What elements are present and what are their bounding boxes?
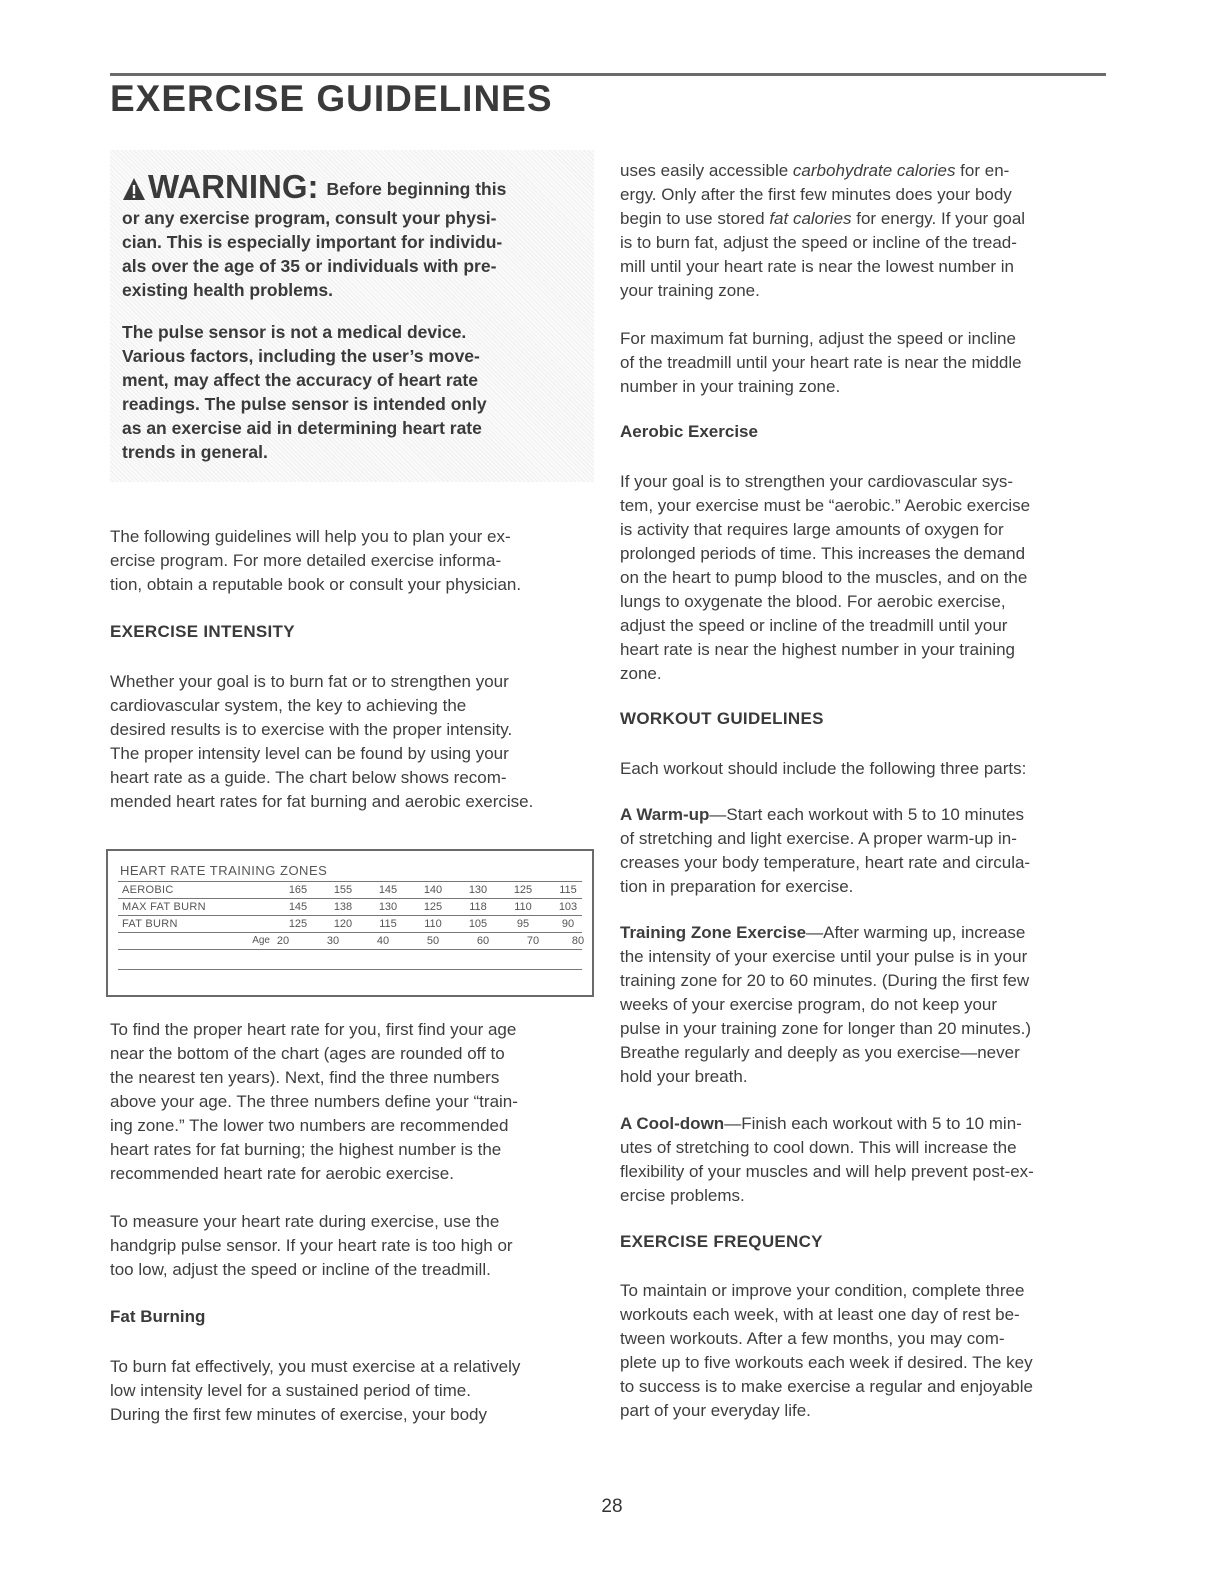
warning-line: als over the age of 35 or individuals with pre- [122, 256, 497, 276]
text-line: creases your body temperature, heart rate and circula- [620, 853, 1031, 872]
text-line: tion, obtain a reputable book or consult your physician. [110, 575, 522, 594]
text-line: If your goal is to strengthen your cardiovascular sys- [620, 472, 1014, 491]
text-line: hold your breath. [620, 1067, 748, 1086]
text-line: ing zone.” The lower two numbers are recommended [110, 1116, 509, 1135]
workout-guidelines-heading: WORKOUT GUIDELINES [620, 709, 824, 728]
table-cell: 145 [288, 901, 308, 913]
table-cell: 165 [288, 884, 308, 896]
text-line: part of your everyday life. [620, 1401, 811, 1420]
exercise-frequency-paragraph [620, 1279, 1106, 1423]
fat-calories-term: fat calories [769, 209, 852, 228]
top-rule [110, 73, 1106, 76]
text-line: Breathe regularly and deeply as you exercise—never [620, 1043, 1020, 1062]
text-line: To burn fat effectively, you must exercise at a relatively [110, 1357, 521, 1376]
text-line: ercise program. For more detailed exercise informa- [110, 551, 502, 570]
table-cell: 130 [378, 901, 398, 913]
text-line: adjust the speed or incline of the treadmill until your [620, 616, 1008, 635]
text-line: ercise problems. [620, 1186, 745, 1205]
table-cell: 120 [333, 918, 353, 930]
table-cell: 125 [513, 884, 533, 896]
warning-line: readings. The pulse sensor is intended only [122, 394, 487, 414]
text-line: utes of stretching to cool down. This will increase the [620, 1138, 1017, 1157]
text-line: training zone for 20 to 60 minutes. (During the first few [620, 971, 1030, 990]
carbohydrate-calories-term: carbohydrate calories [792, 161, 956, 180]
text-line: During the first few minutes of exercise, your body [110, 1405, 487, 1424]
intensity-paragraph [110, 670, 594, 814]
age-cell: 30 [326, 935, 340, 947]
text-line: mended heart rates for fat burning and aerobic exercise. [110, 792, 534, 811]
table-cell: 145 [378, 884, 398, 896]
warning-triangle-icon [122, 177, 146, 201]
text-line: To find the proper heart rate for you, first find your age [110, 1020, 517, 1039]
age-cell: 60 [476, 935, 490, 947]
table-row-fat-burn [118, 916, 582, 933]
heart-rate-table [106, 849, 594, 997]
text-line: heart rate as a guide. The chart below shows recom- [110, 768, 507, 787]
page-number: 28 [601, 1496, 623, 1517]
table-cell: 115 [379, 918, 397, 930]
text-line: The proper intensity level can be found by using your [110, 744, 509, 763]
warning-first-line: Before beginning this [326, 179, 507, 199]
table-cell: 125 [423, 901, 443, 913]
table-cell: 110 [424, 918, 442, 930]
text-line: mill until your heart rate is near the lowest number in [620, 257, 1015, 276]
warning-header [122, 168, 578, 206]
text-line: prolonged periods of time. This increases the demand [620, 544, 1026, 563]
text-line: workouts each week, with at least one day of rest be- [620, 1305, 1020, 1324]
text-line: zone. [620, 664, 662, 683]
table-cell: 138 [333, 901, 353, 913]
max-fat-burning-paragraph [620, 327, 1106, 399]
text-line: too low, adjust the speed or incline of the treadmill. [110, 1260, 491, 1279]
warning-line: ment, may affect the accuracy of heart rate [122, 370, 478, 390]
text-line: uses easily accessible carbohydrate calories for en- [620, 161, 1010, 180]
age-cell: 40 [376, 935, 390, 947]
text-line: of stretching and light exercise. A proper warm-up in- [620, 829, 1017, 848]
exercise-intensity-heading: EXERCISE INTENSITY [110, 622, 295, 641]
text-line: recommended heart rate for aerobic exercise. [110, 1164, 454, 1183]
text-line: The following guidelines will help you to plan your ex- [110, 527, 511, 546]
text-line: cardiovascular system, the key to achieving the [110, 696, 467, 715]
fat-burning-continued-paragraph [620, 159, 1106, 303]
find-heart-rate-paragraph [110, 1018, 594, 1186]
table-cell: 155 [333, 884, 353, 896]
text-line: on the heart to pump blood to the muscles, and on the [620, 568, 1028, 587]
text-line: pulse in your training zone for longer than 20 minutes.) [620, 1019, 1032, 1038]
cool-down-label: A Cool-down [620, 1114, 725, 1133]
text-line: ergy. Only after the first few minutes does your body [620, 185, 1012, 204]
text-line: weeks of your exercise program, do not keep your [620, 995, 998, 1014]
text-line: tem, your exercise must be “aerobic.” Aerobic exercise [620, 496, 1031, 515]
text-line: the nearest ten years). Next, find the three numbers [110, 1068, 500, 1087]
text-line: A Cool-down—Finish each workout with 5 to 10 min- [620, 1114, 1022, 1133]
text-line: is to burn fat, adjust the speed or incline of the tread- [620, 233, 1017, 252]
warning-label: WARNING: [148, 168, 319, 205]
text-line: desired results is to exercise with the proper intensity. [110, 720, 513, 739]
training-zone-paragraph [620, 921, 1106, 1089]
warning-line: cian. This is especially important for individu- [122, 232, 503, 252]
heart-rate-table-title: HEART RATE TRAINING ZONES [120, 863, 328, 878]
age-cell: 50 [426, 935, 440, 947]
text-line: to success is to make exercise a regular and enjoyable [620, 1377, 1033, 1396]
text-line: For maximum fat burning, adjust the speed or incline [620, 329, 1016, 348]
text-line: near the bottom of the chart (ages are rounded off to [110, 1044, 505, 1063]
intro-paragraph [110, 525, 594, 597]
text-line: plete up to five workouts each week if desired. The key [620, 1353, 1033, 1372]
warm-up-paragraph [620, 803, 1106, 899]
workout-intro: Each workout should include the following three parts: [620, 759, 1027, 778]
text-line: Whether your goal is to burn fat or to strengthen your [110, 672, 509, 691]
warning-box [110, 150, 594, 482]
warning-line: Various factors, including the user’s move- [122, 346, 480, 366]
warning-paragraph-2 [122, 320, 578, 464]
text-line: tween workouts. After a few months, you may com- [620, 1329, 1005, 1348]
text-line: flexibility of your muscles and will help prevent post-ex- [620, 1162, 1034, 1181]
row-label: AEROBIC [122, 884, 174, 896]
warning-line: as an exercise aid in determining heart rate [122, 418, 482, 438]
aerobic-exercise-paragraph [620, 470, 1106, 686]
table-cell: 95 [516, 918, 530, 930]
text-line: To measure your heart rate during exercise, use the [110, 1212, 500, 1231]
row-label: FAT BURN [122, 918, 178, 930]
table-cell: 110 [514, 901, 532, 913]
text-line: of the treadmill until your heart rate is near the middle [620, 353, 1022, 372]
page-title: EXERCISE GUIDELINES [110, 78, 553, 119]
text-line: handgrip pulse sensor. If your heart rate is too high or [110, 1236, 513, 1255]
training-zone-label: Training Zone Exercise [620, 923, 807, 942]
table-row-aerobic [118, 882, 582, 899]
text-line: Training Zone Exercise—After warming up, increase [620, 923, 1026, 942]
text-line: above your age. The three numbers define your “train- [110, 1092, 518, 1111]
warning-line: or any exercise program, consult your physi- [122, 208, 497, 228]
text-line: lungs to oxygenate the blood. For aerobic exercise, [620, 592, 1006, 611]
fat-burning-paragraph [110, 1355, 594, 1427]
table-cell: 90 [561, 918, 575, 930]
text-line: tion in preparation for exercise. [620, 877, 854, 896]
text-line: A Warm-up—Start each workout with 5 to 10 minutes [620, 805, 1025, 824]
table-cell: 105 [468, 918, 488, 930]
table-cell: 125 [288, 918, 308, 930]
fat-burning-heading: Fat Burning [110, 1307, 206, 1326]
text-line: To maintain or improve your condition, complete three [620, 1281, 1025, 1300]
table-cell: 103 [558, 901, 578, 913]
warm-up-label: A Warm-up [620, 805, 710, 824]
table-row-max-fat-burn [118, 899, 582, 916]
row-label: MAX FAT BURN [122, 901, 206, 913]
table-row-age [118, 933, 585, 950]
warning-line: trends in general. [122, 442, 268, 462]
warning-paragraph-1 [122, 206, 578, 302]
text-line: low intensity level for a sustained period of time. [110, 1381, 471, 1400]
text-line: the intensity of your exercise until your pulse is in your [620, 947, 1028, 966]
table-cell: 140 [423, 884, 443, 896]
aerobic-exercise-heading: Aerobic Exercise [620, 422, 758, 441]
text-line: number in your training zone. [620, 377, 841, 396]
table-cell: 118 [469, 901, 487, 913]
age-cell: 70 [526, 935, 540, 947]
warning-line: The pulse sensor is not a medical device. [122, 322, 467, 342]
measure-paragraph [110, 1210, 594, 1282]
text-line: heart rate is near the highest number in your training [620, 640, 1016, 659]
age-cell: 20 [276, 935, 290, 947]
table-cell: 115 [559, 884, 577, 896]
text-line: your training zone. [620, 281, 760, 300]
text-line: begin to use stored fat calories for energy. If your goal [620, 209, 1026, 228]
warning-line: existing health problems. [122, 280, 334, 300]
age-label: Age [252, 935, 270, 946]
cool-down-paragraph [620, 1112, 1106, 1208]
exercise-frequency-heading: EXERCISE FREQUENCY [620, 1232, 823, 1251]
age-cell: 80 [571, 935, 585, 947]
text-line: heart rates for fat burning; the highest number is the [110, 1140, 502, 1159]
text-line: is activity that requires large amounts of oxygen for [620, 520, 1004, 539]
table-cell: 130 [468, 884, 488, 896]
